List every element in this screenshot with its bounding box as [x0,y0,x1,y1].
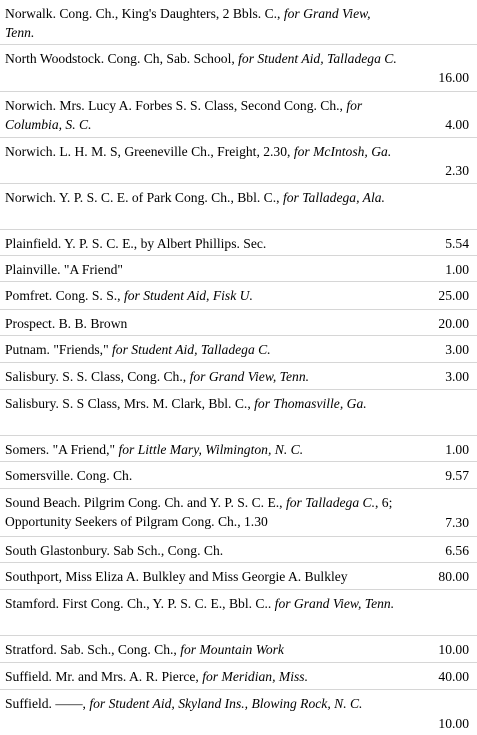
entry-text [5,440,400,459]
entry-text [5,314,400,333]
entry-donor: Putnam. "Friends," [5,342,113,357]
entry-purpose: for Student Aid, Talladega C. [238,51,397,66]
entry-amount: 16.00 [438,70,469,85]
entry-amount: 6.56 [445,543,469,558]
entry [0,590,477,636]
entry-donor: Prospect. B. B. Brown [5,316,128,331]
entry-purpose: for Grand View, Tenn. [274,596,395,611]
entry-purpose: for Grand View, Tenn. [5,6,371,40]
entry-text [5,286,400,305]
entry-donor: Pomfret. Cong. S. S., [5,288,124,303]
entry-donor: Suffield. ——, [5,696,90,711]
entry-donor: Suffield. Mr. and Mrs. A. R. Pierce, [5,669,203,684]
entry [0,310,477,336]
entry-purpose: for Thomasville, Ga. [254,396,367,411]
entry-donor: South Glastonbury. Sab Sch., Cong. Ch. [5,543,224,558]
entry-text [5,4,400,42]
entry-text [5,188,400,207]
entry-donor: Norwalk. Cong. Ch., King's Daughters, 2 Bbls. C., [5,6,284,21]
entry [0,690,477,735]
entry-text [5,394,400,413]
entry-text [5,541,400,560]
entry-amount: 1.00 [445,442,469,457]
entry-donor: Plainfield. Y. P. S. C. E., by Albert Phillips. Sec. [5,236,267,251]
entry-donor: Somersville. Cong. Ch. [5,468,133,483]
entry-donor: Norwich. L. H. M. S, Greeneville Ch., Freight, 2.30, [5,144,294,159]
entry-purpose: for Grand View, Tenn. [189,369,310,384]
entry [0,256,477,282]
entry-amount: 20.00 [438,316,469,331]
entry-donor: Norwich. Mrs. Lucy A. Forbes S. S. Class, Second Cong. Ch., [5,98,347,113]
entry [0,138,477,184]
entry-text [5,96,400,134]
entry [0,537,477,563]
entry-text [5,567,400,586]
entry-text [5,694,400,713]
entry [0,184,477,230]
entry [0,636,477,663]
entry-text [5,367,400,386]
entry-text [5,466,400,485]
entry-amount: 80.00 [438,569,469,584]
entry-donor: Salisbury. S. S. Class, Cong. Ch., [5,369,190,384]
entry-text [5,49,400,68]
entry-text [5,340,400,359]
entry-tail: , 6; Opportunity Seekers of Pilgram Cong. Ch., 1.30 [5,495,393,529]
entry-amount: 4.00 [445,117,469,132]
entry-text [5,594,400,613]
entry-amount: 3.00 [445,342,469,357]
entry-text [5,142,400,161]
entry-amount: 10.00 [438,716,469,731]
entry [0,390,477,436]
entry [0,45,477,92]
entry [0,0,477,45]
entry-donor: Salisbury. S. S Class, Mrs. M. Clark, Bbl. C., [5,396,255,411]
entry-amount: 5.54 [445,236,469,251]
entry-amount: 10.00 [438,642,469,657]
entry-purpose: for Mountain Work [180,642,284,657]
entry [0,336,477,363]
entry-donor: North Woodstock. Cong. Ch, Sab. School, [5,51,239,66]
entry-purpose: for Columbia, S. C. [5,98,363,132]
entry [0,230,477,256]
entry-purpose: for Meridian, Miss. [202,669,308,684]
entry [0,663,477,690]
entry-donor: Sound Beach. Pilgrim Cong. Ch. and Y. P. S. C. E., [5,495,286,510]
entry-donor: Plainville. "A Friend" [5,262,123,277]
entry-purpose: for Talladega C. [285,495,375,510]
entry-purpose: for Student Aid, Talladega C. [112,342,271,357]
entry-text [5,493,400,531]
entry-donor: Southport, Miss Eliza A. Bulkley and Miss Georgie A. Bulkley [5,569,348,584]
entry-amount: 25.00 [438,288,469,303]
entry [0,92,477,138]
entry-text [5,640,400,659]
entry-donor: Norwich. Y. P. S. C. E. of Park Cong. Ch., Bbl. C., [5,190,283,205]
entry [0,489,477,537]
entry-amount: 9.57 [445,468,469,483]
entry-purpose: for Little Mary, Wilmington, N. C. [118,442,304,457]
entry-amount: 1.00 [445,262,469,277]
entry-purpose: for Student Aid, Fisk U. [123,288,253,303]
entry-amount: 40.00 [438,669,469,684]
entry-donor: Somers. "A Friend," [5,442,119,457]
entry-amount: 3.00 [445,369,469,384]
entry-purpose: for Talladega, Ala. [282,190,385,205]
entry [0,462,477,489]
entry [0,363,477,390]
entry-amount: 2.30 [445,163,469,178]
entry-purpose: for McIntosh, Ga. [293,144,392,159]
entry-text [5,234,400,253]
entry-donor: Stamford. First Cong. Ch., Y. P. S. C. E., Bbl. C.. [5,596,275,611]
entry [0,563,477,590]
entry [0,282,477,310]
entry-donor: Stratford. Sab. Sch., Cong. Ch., [5,642,181,657]
entry [0,436,477,462]
entry-purpose: for Student Aid, Skyland Ins., Blowing Rock, N. C. [89,696,363,711]
entry-amount: 7.30 [445,515,469,530]
entry-text [5,260,400,279]
entry-text [5,667,400,686]
